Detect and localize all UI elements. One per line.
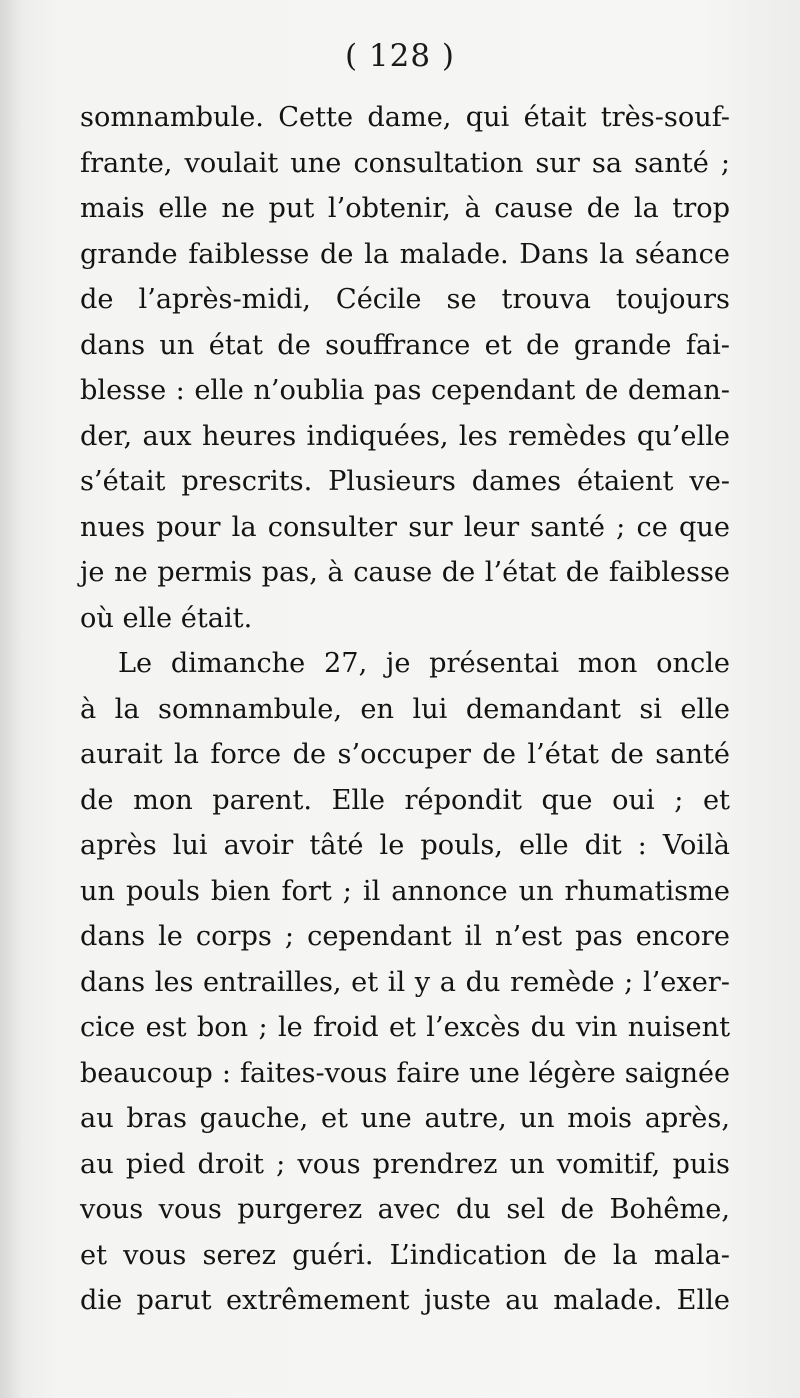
text-line: beaucoup : faites-vous faire une légère saignée: [80, 1057, 730, 1089]
text-line: s’était prescrits. Plusieurs dames étaient ve-: [80, 466, 730, 497]
text-line: somnambule. Cette dame, qui était très-souf-: [80, 102, 730, 133]
text-line: dans le corps ; cependant il n’est pas encore: [80, 921, 730, 952]
text-line: de l’après-midi, Cécile se trouva toujours: [80, 284, 730, 315]
text-line: die parut extrêmement juste au malade. Elle: [80, 1285, 730, 1316]
text-line: et vous serez guéri. L’indication de la mala-: [80, 1239, 730, 1271]
text-line: de mon parent. Elle répondit que oui ; et: [80, 784, 730, 816]
page-number: ( 128 ): [344, 38, 456, 74]
text-line: un pouls bien fort ; il annonce un rhumatisme: [80, 875, 730, 907]
text-line: vous vous purgerez avec du sel de Bohême,: [80, 1194, 730, 1225]
text-line: au pied droit ; vous prendrez un vomitif, puis: [80, 1148, 730, 1180]
text-line: mais elle ne put l’obtenir, à cause de la trop: [80, 193, 730, 224]
paragraph-start-line: Le dimanche 27, je présentai mon oncle: [118, 648, 730, 679]
text-line: cice est bon ; le froid et l’excès du vin nuisent: [80, 1012, 730, 1043]
text-line: der, aux heures indiquées, les remèdes qu’elle: [80, 420, 730, 452]
text-line: je ne permis pas, à cause de l’état de faiblesse: [80, 557, 730, 588]
paragraph-end-line: où elle était.: [80, 602, 253, 634]
text-line: frante, voulait une consultation sur sa santé ;: [80, 147, 730, 179]
spine-shadow: [0, 0, 22, 1398]
text-line: nues pour la consulter sur leur santé ; ce que: [80, 511, 730, 543]
text-line: au bras gauche, et une autre, un mois après,: [80, 1103, 730, 1134]
text-line: après lui avoir tâté le pouls, elle dit : Voilà: [80, 830, 730, 861]
text-line: aurait la force de s’occuper de l’état de santé: [80, 739, 730, 770]
text-line: dans les entrailles, et il y a du remède ; l’exer-: [80, 966, 730, 998]
text-line: grande faiblesse de la malade. Dans la séance: [80, 238, 730, 270]
text-line: à la somnambule, en lui demandant si elle: [80, 693, 730, 725]
text-line: blesse : elle n’oublia pas cependant de deman-: [80, 375, 730, 406]
text-line: dans un état de souffrance et de grande fai-: [80, 329, 730, 361]
body-text: [80, 95, 730, 1324]
